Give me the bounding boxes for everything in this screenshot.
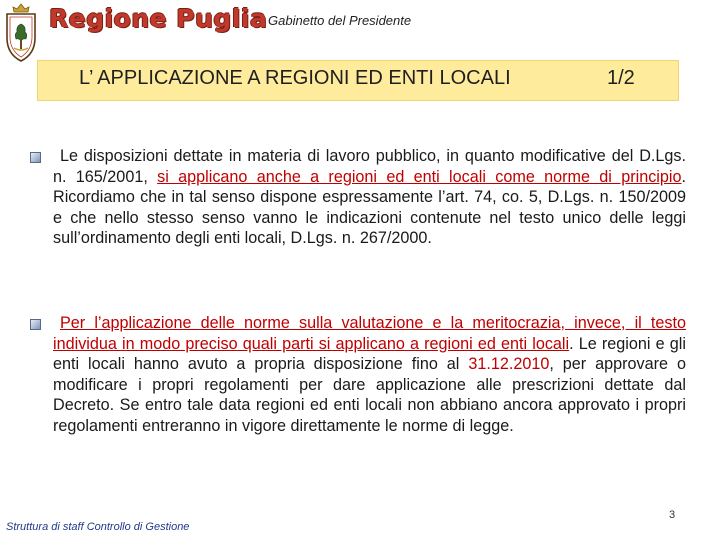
- brand-title: Regione Puglia: [49, 4, 268, 33]
- bullet-paragraph-1: [53, 146, 686, 249]
- bullet-2-highlight: Per l’applicazione delle norme sulla valutazione e la meritocrazia, invece, il testo individua in modo preciso quali parti si applicano a regioni ed enti locali: [53, 314, 686, 353]
- bullet-1-text-1: Le disposizioni dettate in materia di lavoro pubblico, in quanto modificative del D.Lgs. n. 165/2001,: [53, 147, 686, 186]
- checkbox-bullet-icon: [30, 319, 41, 330]
- title-banner: [37, 60, 679, 101]
- bullet-2-text-1: . Le regioni e gli enti locali hanno avuto a propria disposizione fino al: [53, 334, 686, 373]
- bullet-1-text-2: . Ricordiamo che in tal senso dispone espressamente l’art. 74, co. 5, D.Lgs. n. 150/2009 e che nello stesso senso vanno le indicazioni contenute nel testo unico delle leggi sull’ordinamento degli enti locali, D.Lgs. n. 267/2000.: [53, 167, 686, 247]
- footer-page-number: 3: [669, 509, 676, 521]
- footer-department: Struttura di staff Controllo di Gestione: [6, 521, 190, 533]
- regione-puglia-emblem-icon: [2, 2, 40, 64]
- checkbox-bullet-icon: [30, 152, 41, 163]
- bullet-2-deadline: 31.12.2010: [468, 355, 550, 373]
- banner-title: L’ APPLICAZIONE A REGIONI ED ENTI LOCALI: [79, 67, 511, 89]
- bullet-paragraph-2: [53, 313, 686, 436]
- office-name: Gabinetto del Presidente: [268, 13, 412, 28]
- banner-page-indicator: 1/2: [607, 67, 635, 89]
- bullet-1-highlight: si applicano anche a regioni ed enti locali come norme di principio: [157, 167, 682, 186]
- bullet-2-text-2: , per approvare o modificare i propri regolamenti per dare applicazione alle prescrizioni dettate dal Decreto. Se entro tale data regioni ed enti locali non abbiano ancora approvato i propri regolamenti entreranno in vigore direttamente le norme di legge.: [53, 355, 686, 435]
